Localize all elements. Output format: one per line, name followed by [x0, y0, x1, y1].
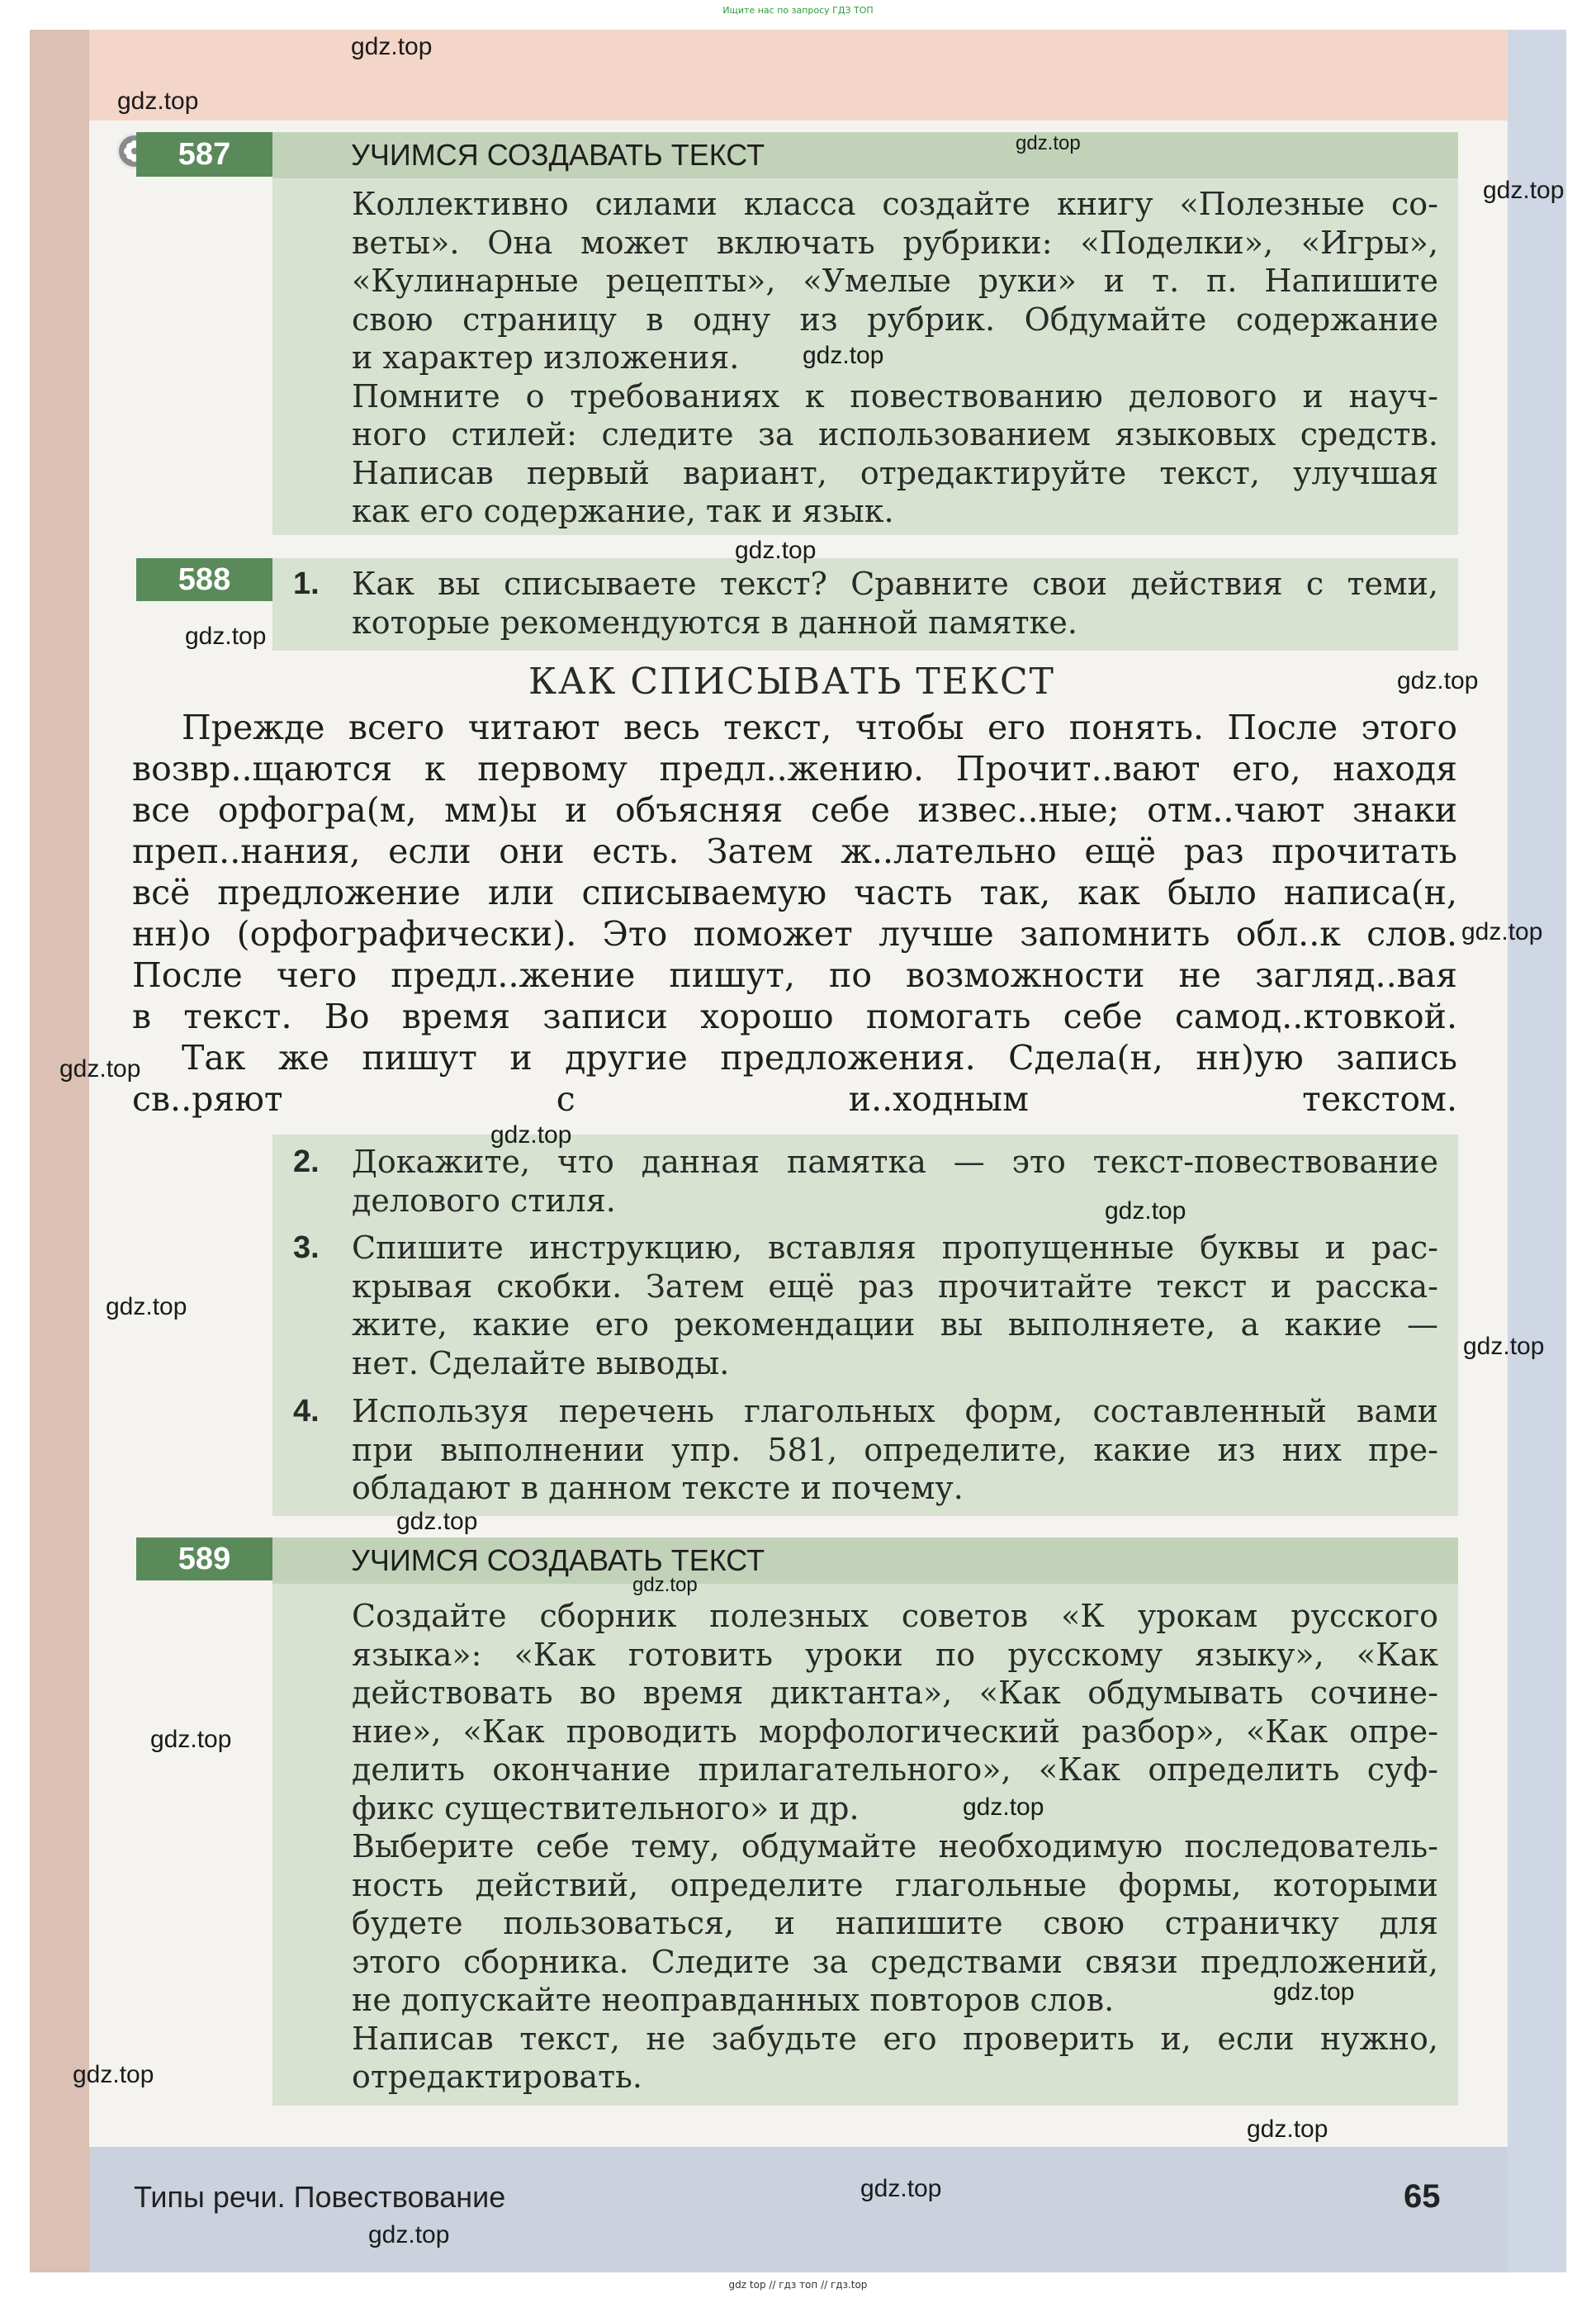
exercise-587-text	[352, 185, 1438, 531]
text-line: свою страницу в одну из рубрик. Обдумайте содержание	[352, 301, 1438, 338]
text-line: всё предложение или списываемую часть так, как было написа(н,	[132, 873, 1457, 912]
watermark: gdz.top	[1273, 1978, 1355, 2006]
exercise-589-number: 589	[136, 1538, 272, 1580]
item-4-number: 4.	[293, 1394, 320, 1429]
item-4-text	[352, 1392, 1438, 1508]
text-line: ние», «Как проводить морфологический разбор», «Как опре-	[352, 1713, 1438, 1750]
text-line: ного стилей: следите за использованием языковых средств.	[352, 416, 1438, 452]
text-line: все орфогра(м, мм)ы и объясняя себе извес..ные; отм..чают знаки	[132, 790, 1457, 830]
text-line: «Кулинарные рецепты», «Умелые руки» и т. п. Напишите	[352, 263, 1438, 299]
text-line: нн)о (орфографически). Это поможет лучше запомнить обл..к слов.	[132, 914, 1457, 954]
exercise-589-heading: УЧИМСЯ СОЗДАВАТЬ ТЕКСТ	[272, 1538, 1458, 1584]
watermark: gdz.top	[1483, 177, 1565, 204]
text-line: отредактировать.	[352, 2059, 642, 2095]
text-line: делить окончание прилагательного», «Как определить суф-	[352, 1751, 1438, 1788]
text-line: Написав первый вариант, отредактируйте текст, улучшая	[352, 454, 1438, 491]
text-line: веты». Она может включать рубрики: «Поделки», «Игры»,	[352, 224, 1438, 261]
text-line: Используя перечень глагольных форм, составленный вами	[352, 1393, 1438, 1429]
footer-title: Типы речи. Повествование	[134, 2180, 506, 2214]
item-2-text	[352, 1143, 1438, 1220]
item-3-text	[352, 1229, 1438, 1382]
watermark: gdz.top	[1397, 667, 1479, 694]
text-line: Создайте сборник полезных советов «К урокам русского	[352, 1598, 1438, 1634]
text-line: Выберите себе тему, обдумайте необходимую последователь-	[352, 1828, 1438, 1864]
watermark: gdz.top	[185, 623, 267, 650]
text-line: Спишите инструкцию, вставляя пропущенные буквы и рас-	[352, 1230, 1438, 1266]
watermark: gdz.top	[150, 1726, 232, 1753]
text-line: которые рекомендуются в данной памятке.	[352, 604, 1077, 641]
text-line: Докажите, что данная памятка — это текст-повествование	[352, 1144, 1438, 1180]
watermark: gdz.top	[117, 88, 199, 115]
exercise-589-text	[352, 1597, 1438, 2097]
text-line: обладают в данном тексте и почему.	[352, 1470, 964, 1506]
watermark: gdz.top	[73, 2061, 154, 2088]
left-strip	[30, 30, 89, 2272]
page-number: 65	[1404, 2178, 1441, 2215]
text-line: Помните о требованиях к повествованию делового и науч-	[352, 377, 1438, 415]
item-2-number: 2.	[293, 1144, 320, 1179]
text-line: не допускайте неоправданных повторов слов.	[352, 1982, 1115, 2018]
text-line: Так же пишут и другие предложения. Сдела(н, нн)ую запись	[182, 1038, 1457, 1078]
watermark: gdz.top	[860, 2175, 942, 2202]
text-line: возвр..щаются к первому предл..жению. Прочит..вают его, находя	[132, 749, 1457, 789]
text-line: фикс существительного» и др.	[352, 1789, 860, 1827]
watermark: gdz.top	[1016, 132, 1081, 154]
watermark: gdz.top	[351, 33, 433, 60]
text-line: После чего предл..жение пишут, по возможности не загляд..вая	[132, 955, 1457, 995]
exercise-587-heading: УЧИМСЯ СОЗДАВАТЬ ТЕКСТ	[272, 132, 1458, 178]
exercise-588-number: 588	[136, 558, 272, 601]
text-line: жите, какие его рекомендации вы выполняете, а какие —	[352, 1306, 1438, 1343]
watermark: gdz.top	[632, 1574, 698, 1596]
watermark: gdz.top	[803, 342, 884, 369]
watermark: gdz.top	[59, 1055, 141, 1083]
text-line: Написав текст, не забудьте его проверить и, если нужно,	[352, 2020, 1438, 2057]
text-line: Прежде всего читают весь текст, чтобы его понять. После этого	[182, 708, 1457, 747]
text-line: Коллективно силами класса создайте книгу «Полезные со-	[352, 186, 1438, 222]
memo-title: КАК СПИСЫВАТЬ ТЕКСТ	[528, 661, 1055, 703]
text-line: делового стиля.	[352, 1182, 616, 1219]
text-line: будете пользоваться, и напишите свою страничку для	[352, 1905, 1438, 1941]
watermark: gdz.top	[490, 1121, 572, 1149]
text-line: в текст. Во время записи хорошо помогать себе самод..ктовкой.	[132, 997, 1457, 1036]
item-3-number: 3.	[293, 1230, 320, 1265]
top-note: Ищите нас по запросу ГДЗ ТОП	[722, 5, 874, 16]
text-line: как его содержание, так и язык.	[352, 493, 894, 529]
text-line: этого сборника. Следите за средствами связи предложений,	[352, 1943, 1438, 1980]
bottom-note: gdz top // гдз топ // гдз.top	[728, 2279, 868, 2291]
watermark: gdz.top	[396, 1508, 478, 1535]
watermark: gdz.top	[1247, 2116, 1328, 2143]
right-strip	[1508, 30, 1566, 2272]
text-line: нет. Сделайте выводы.	[352, 1344, 730, 1381]
top-band	[30, 30, 1508, 121]
text-line: действовать во время диктанта», «Как обдумывать сочине-	[352, 1675, 1438, 1711]
watermark: gdz.top	[963, 1793, 1044, 1821]
watermark: gdz.top	[735, 537, 817, 564]
text-line: крывая скобки. Затем ещё раз прочитайте текст и расска-	[352, 1267, 1438, 1305]
text-line: языка»: «Как готовить уроки по русскому языку», «Как	[352, 1636, 1438, 1673]
memo-text	[132, 707, 1457, 1120]
watermark: gdz.top	[106, 1293, 187, 1320]
text-line: Как вы списываете текст? Сравните свои действия с теми,	[352, 566, 1438, 602]
watermark: gdz.top	[1463, 1333, 1545, 1360]
exercise-587-number: 587	[136, 132, 272, 177]
text-line: св..ряют с и..ходным текстом.	[132, 1079, 1457, 1119]
text-line: преп..нания, если они есть. Затем ж..лательно ещё раз прочитать	[132, 832, 1457, 871]
watermark: gdz.top	[1461, 918, 1543, 945]
item-1-text	[352, 565, 1438, 642]
text-line: ность действий, определите глагольные формы, которыми	[352, 1866, 1438, 1903]
item-1-number: 1.	[293, 566, 320, 601]
text-line: при выполнении упр. 581, определите, какие из них пре-	[352, 1431, 1438, 1468]
watermark: gdz.top	[1105, 1197, 1186, 1225]
text-line: и характер изложения.	[352, 339, 740, 376]
watermark: gdz.top	[368, 2221, 450, 2248]
